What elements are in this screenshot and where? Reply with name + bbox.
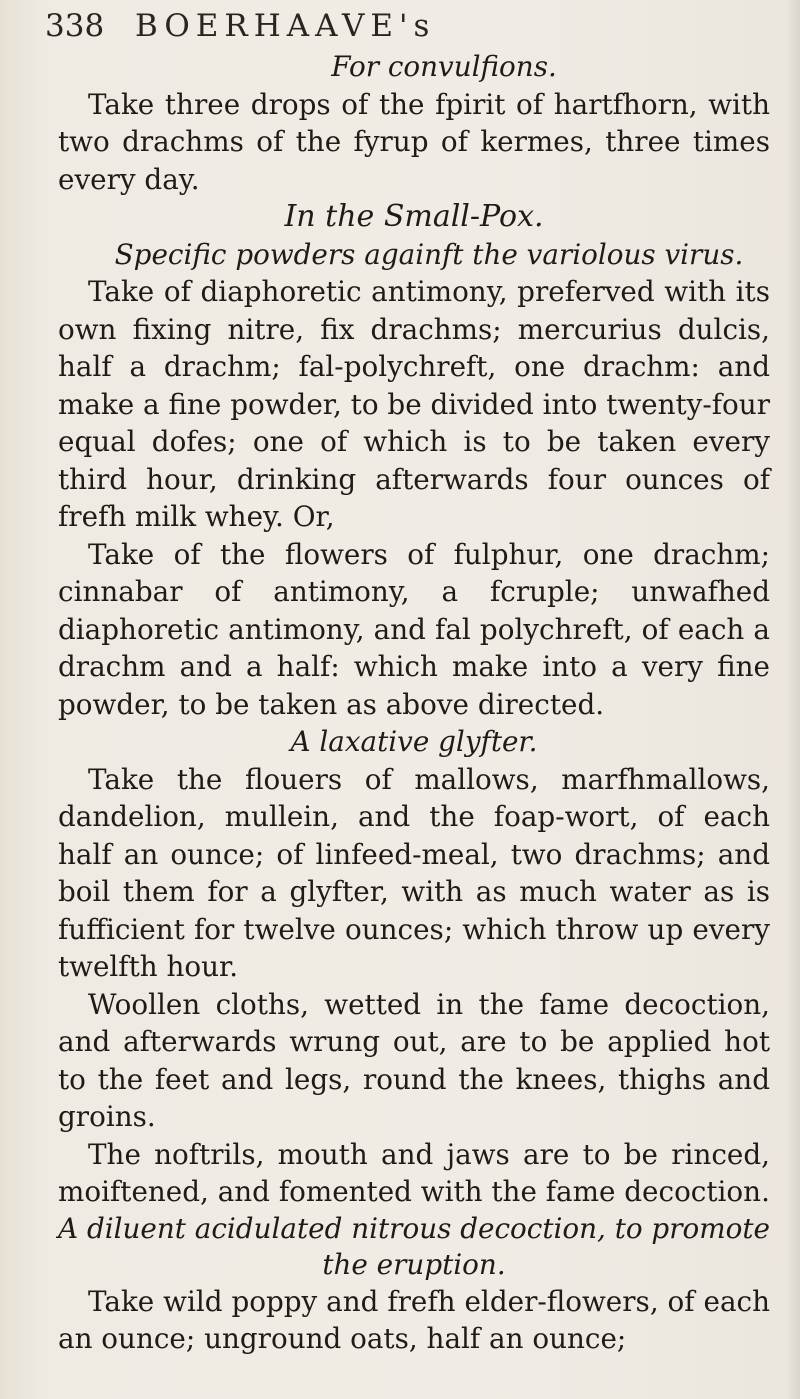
paragraph-diaphoretic-antimony: Take of diaphoretic antimony, preferved with its own fixing nitre, fix drachms; mercurius dulcis, half a drachm; fal-polychreft, one drachm: and make a fine powder, to be divided into twenty-four equal dofes; one of which is to be taken every third hour, drinking afterwards four ounces of frefh milk whey. Or,: [58, 275, 770, 533]
paragraph-wild-poppy: Take wild poppy and frefh elder-flowers, of each an ounce; unground oats, half an ounce;: [58, 1284, 770, 1355]
page-edge-shadow: [786, 0, 800, 1399]
page-number: 338: [45, 8, 105, 44]
heading-line-2: the eruption.: [322, 1247, 506, 1281]
paragraph-nostrils: The noftrils, mouth and jaws are to be rinced, moiftened, and fomented with the fame decoction.: [58, 1137, 770, 1208]
section-heading-laxative-glyster: A laxative glyfter.: [290, 725, 538, 758]
subheading-specific-powders: Specific powders againft the variolous virus.: [114, 237, 744, 271]
paragraph-woollen-cloths: Woollen cloths, wetted in the fame decoction, and afterwards wrung out, are to be applied hot to the feet and legs, round the knees, thighs and groins.: [58, 987, 770, 1133]
body-text: [58, 48, 770, 1358]
section-heading-small-pox: In the Small-Pox.: [284, 199, 544, 234]
heading-line-1: A diluent acidulated nitrous decoction, to promote: [58, 1211, 770, 1245]
section-heading-convulsions: For convulfions.: [331, 50, 557, 83]
paragraph-convulsions-recipe: Take three drops of the fpirit of hartfhorn, with two drachms of the fyrup of kermes, three times every day.: [58, 87, 770, 196]
paragraph-flowers-of-sulphur: Take of the flowers of fulphur, one drachm; cinnabar of antimony, a fcruple; unwafhed diaphoretic antimony, and fal polychreft, of each a drachm and a half: which make into a very fine powder, to be taken as above directed.: [58, 537, 770, 721]
section-heading-diluent-decoction: [58, 1211, 770, 1283]
paragraph-mallows-glyster: Take the flouers of mallows, marfhmallows, dandelion, mullein, and the foap-wort, of each half an ounce; of linfeed-meal, two drachms; and boil them for a glyfter, with as much water as is fufficient for twelve ounces; which throw up every twelfth hour.: [58, 762, 770, 983]
running-title: BOERHAAVE's: [135, 8, 436, 44]
